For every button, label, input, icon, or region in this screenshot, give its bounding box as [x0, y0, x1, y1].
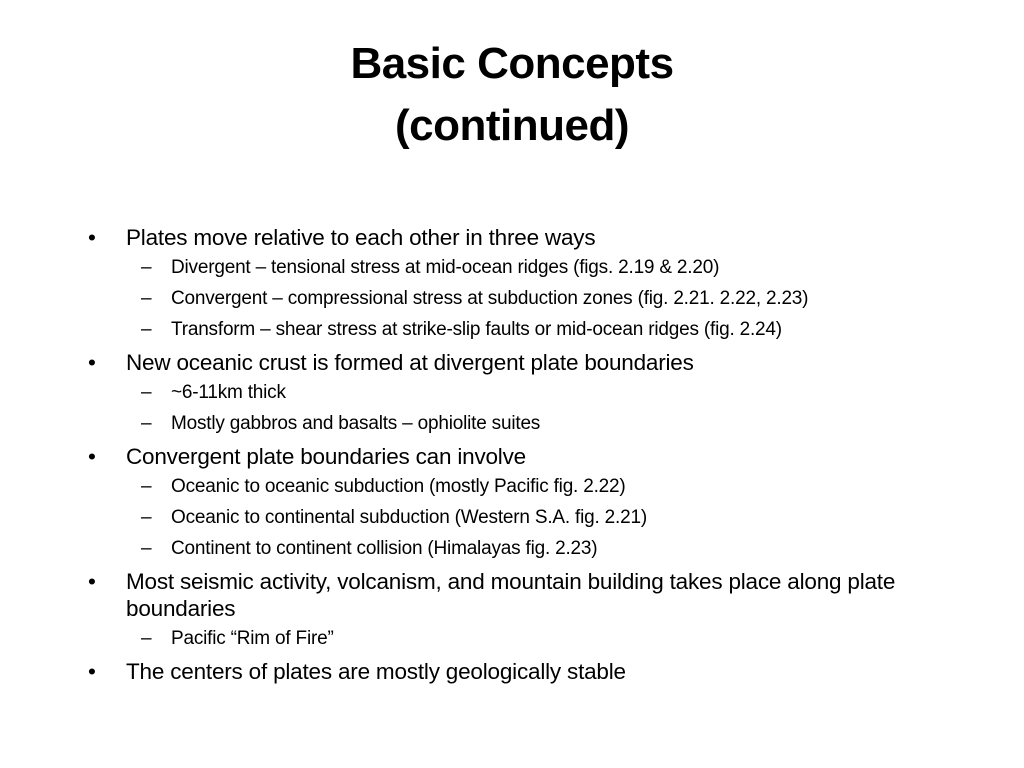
bullet-icon: • — [88, 569, 96, 594]
dash-icon: – — [141, 507, 152, 528]
dash-icon: – — [141, 288, 152, 309]
bullet-group — [88, 349, 948, 436]
sub-bullet-item — [88, 475, 948, 499]
bullet-item — [88, 443, 948, 470]
dash-icon: – — [141, 382, 152, 403]
sub-bullet-item — [88, 381, 948, 405]
bullet-text: Plates move relative to each other in three ways — [126, 225, 596, 250]
slide-title — [0, 33, 1024, 157]
sub-bullet-item — [88, 506, 948, 530]
sub-bullet-item — [88, 412, 948, 436]
bullet-group — [88, 658, 948, 685]
bullet-icon: • — [88, 444, 96, 469]
dash-icon: – — [141, 319, 152, 340]
bullet-text: New oceanic crust is formed at divergent plate boundaries — [126, 350, 694, 375]
dash-icon: – — [141, 413, 152, 434]
slide-title-line-1: Basic Concepts — [350, 39, 674, 88]
sub-bullet-list — [88, 381, 948, 436]
bullet-text: Most seismic activity, volcanism, and mountain building takes place along plate boundaries — [126, 569, 896, 621]
sub-bullet-list — [88, 256, 948, 342]
sub-bullet-text: Convergent – compressional stress at subduction zones (fig. 2.21. 2.22, 2.23) — [171, 288, 809, 309]
sub-bullet-item — [88, 537, 948, 561]
sub-bullet-text: Oceanic to oceanic subduction (mostly Pacific fig. 2.22) — [171, 476, 626, 497]
slide-body — [88, 224, 948, 691]
sub-bullet-item — [88, 287, 948, 311]
slide-title-line-2: (continued) — [394, 101, 629, 150]
bullet-group — [88, 568, 948, 651]
sub-bullet-text: Transform – shear stress at strike-slip faults or mid-ocean ridges (fig. 2.24) — [171, 319, 782, 340]
bullet-group — [88, 224, 948, 342]
sub-bullet-item — [88, 256, 948, 280]
dash-icon: – — [141, 628, 152, 649]
bullet-icon: • — [88, 350, 96, 375]
sub-bullet-list — [88, 627, 948, 651]
sub-bullet-text: Mostly gabbros and basalts – ophiolite suites — [171, 413, 541, 434]
bullet-group — [88, 443, 948, 561]
sub-bullet-item — [88, 627, 948, 651]
bullet-item — [88, 658, 948, 685]
bullet-icon: • — [88, 225, 96, 250]
sub-bullet-item — [88, 318, 948, 342]
dash-icon: – — [141, 476, 152, 497]
sub-bullet-list — [88, 475, 948, 561]
dash-icon: – — [141, 538, 152, 559]
sub-bullet-text: Continent to continent collision (Himalayas fig. 2.23) — [171, 538, 598, 559]
bullet-text: Convergent plate boundaries can involve — [126, 444, 526, 469]
bullet-item — [88, 568, 948, 622]
bullet-text: The centers of plates are mostly geologically stable — [126, 659, 626, 684]
sub-bullet-text: ~6-11km thick — [171, 382, 286, 403]
bullet-item — [88, 224, 948, 251]
bullet-item — [88, 349, 948, 376]
sub-bullet-text: Pacific “Rim of Fire” — [171, 628, 334, 649]
dash-icon: – — [141, 257, 152, 278]
bullet-icon: • — [88, 659, 96, 684]
sub-bullet-text: Oceanic to continental subduction (Western S.A. fig. 2.21) — [171, 507, 647, 528]
sub-bullet-text: Divergent – tensional stress at mid-ocean ridges (figs. 2.19 & 2.20) — [171, 257, 720, 278]
